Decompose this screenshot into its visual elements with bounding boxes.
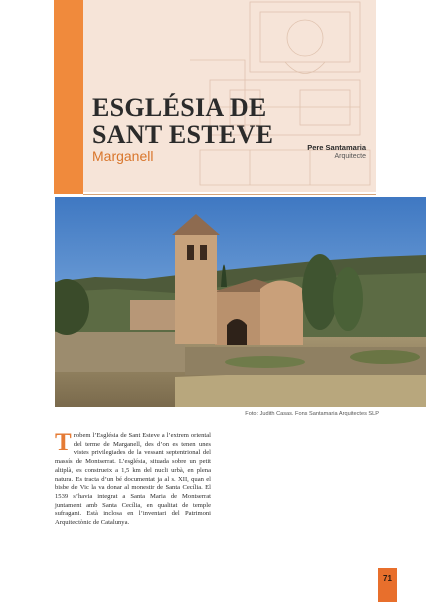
page-number: 71 xyxy=(383,574,392,583)
accent-bar xyxy=(54,0,83,194)
church-photo xyxy=(55,197,426,407)
author-block xyxy=(307,143,366,160)
article-body xyxy=(55,429,211,528)
drop-cap: T xyxy=(55,429,72,456)
body-paragraph: robem l’Església de Sant Esteve a l’extrem oriental del terme de Marganell, des d’on es tenen unes vistes privilegiades de la vessant septentrional del massís de Montserrat. L’església, situada sobre un petit altiplà, es construeix a 1,5 km del nucli urbà, en plena natura. Es tracta d’un bé documentat ja al s. XII, quan el bisbe de Vic la va donar al monestir de Santa Cecília. El 1539 s’havia integrat a Santa Maria de Montserrat juntament amb Santa Cecília, en qualitat de temple sufragani. Està inclosa en l’inventari del Patrimoni Arquitectònic de Catalunya. xyxy=(55,432,211,527)
article-title xyxy=(92,94,273,148)
header-divider xyxy=(83,194,376,195)
author-name: Pere Santamaria xyxy=(307,143,366,152)
author-role: Arquitecte xyxy=(334,153,366,160)
photo-caption: Foto: Judith Casas. Fons Santamaria Arquitectes SLP xyxy=(245,411,379,417)
title-line-2: SANT ESTEVE xyxy=(92,120,274,149)
title-line-1: ESGLÉSIA DE xyxy=(92,93,267,122)
article-subtitle: Marganell xyxy=(92,148,154,164)
